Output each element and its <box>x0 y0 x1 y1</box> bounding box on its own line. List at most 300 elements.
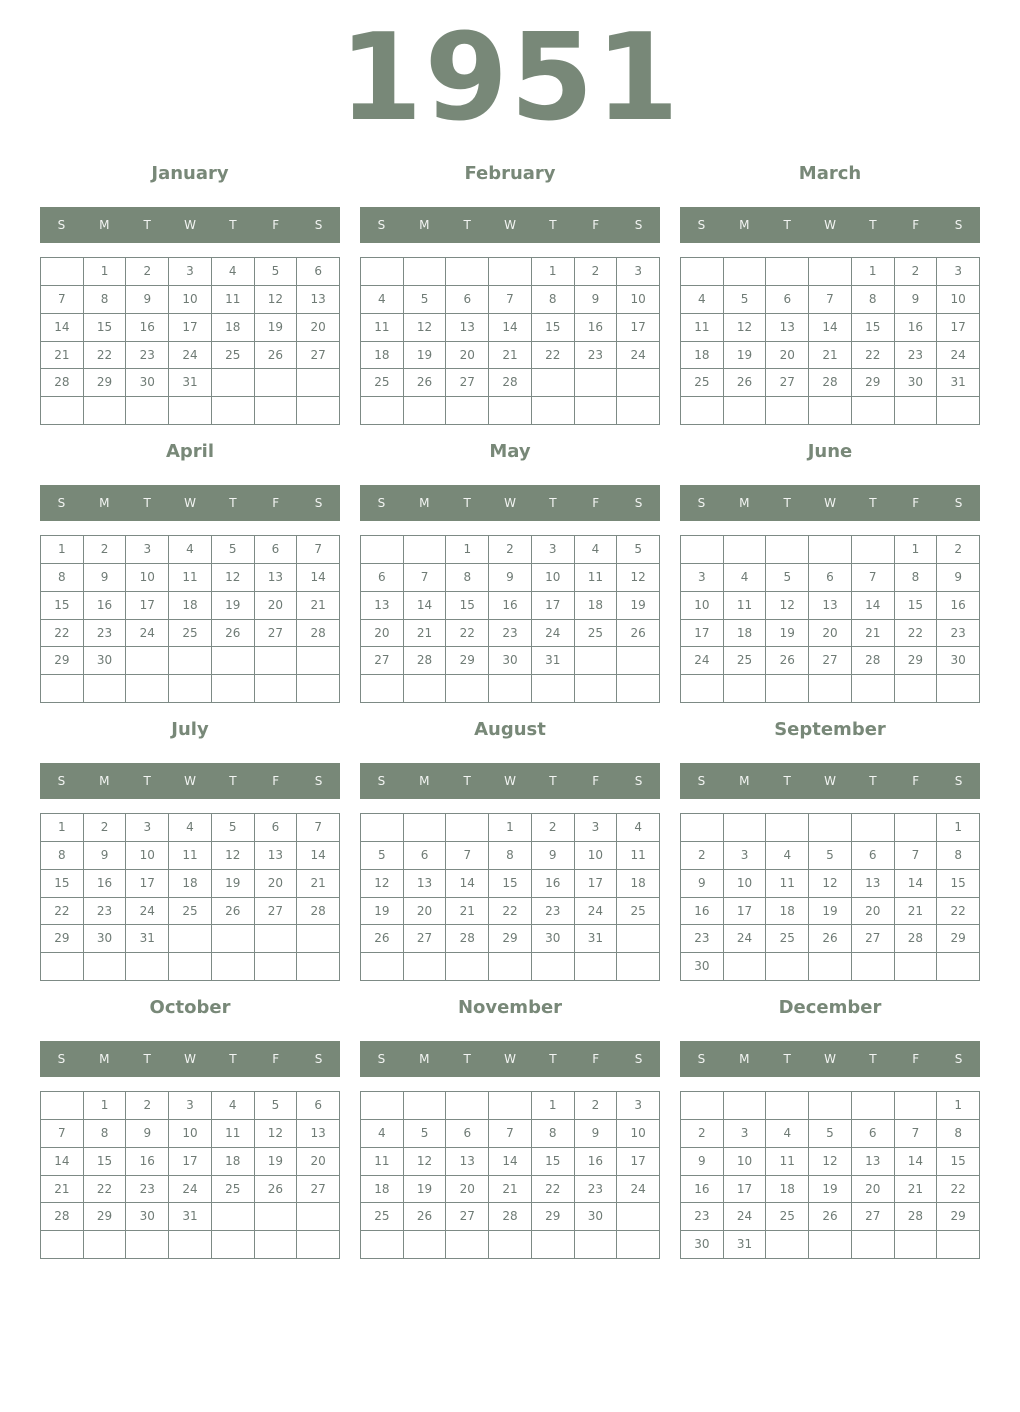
day-cell: 13 <box>852 1148 895 1176</box>
day-cell: 16 <box>937 592 980 620</box>
month-title: April <box>165 441 215 462</box>
day-cell: 28 <box>489 369 532 397</box>
day-cell: 19 <box>255 314 298 342</box>
day-cell: 24 <box>169 1176 212 1204</box>
day-cell: 14 <box>852 592 895 620</box>
day-cell: 6 <box>852 1120 895 1148</box>
weekday-label: S <box>57 218 66 232</box>
day-cell: 17 <box>169 1148 212 1176</box>
weekday-label: T <box>143 774 151 788</box>
day-cell: 20 <box>404 898 447 926</box>
day-cell: 4 <box>681 286 724 314</box>
empty-day-cell <box>766 814 809 842</box>
month-title: September <box>774 719 886 740</box>
day-cell: 27 <box>297 342 340 370</box>
month-august <box>360 716 660 986</box>
day-grid <box>40 813 340 981</box>
empty-day-cell <box>809 814 852 842</box>
day-cell: 14 <box>895 870 938 898</box>
day-cell: 30 <box>681 1231 724 1259</box>
empty-day-cell <box>255 1203 298 1231</box>
day-cell: 23 <box>489 620 532 648</box>
day-cell: 23 <box>681 1203 724 1231</box>
empty-day-cell <box>895 1092 938 1120</box>
weekday-label: F <box>272 218 280 232</box>
empty-day-cell <box>681 675 724 703</box>
day-cell: 13 <box>809 592 852 620</box>
day-cell: 19 <box>809 898 852 926</box>
weekday-label: T <box>143 1052 151 1066</box>
empty-day-cell <box>126 953 169 981</box>
day-cell: 29 <box>84 369 127 397</box>
day-cell: 26 <box>404 369 447 397</box>
weekday-label: T <box>869 774 877 788</box>
weekday-label: T <box>783 218 791 232</box>
empty-day-cell <box>169 397 212 425</box>
day-cell: 12 <box>255 286 298 314</box>
day-cell: 11 <box>766 1148 809 1176</box>
day-cell: 18 <box>361 1176 404 1204</box>
empty-day-cell <box>297 953 340 981</box>
weekday-label: M <box>739 218 750 232</box>
empty-day-cell <box>212 397 255 425</box>
empty-day-cell <box>446 1231 489 1259</box>
day-cell: 3 <box>937 258 980 286</box>
month-title: March <box>798 163 862 184</box>
day-cell: 22 <box>446 620 489 648</box>
day-cell: 8 <box>937 1120 980 1148</box>
day-cell: 14 <box>297 842 340 870</box>
day-cell: 4 <box>212 258 255 286</box>
day-cell: 1 <box>532 1092 575 1120</box>
day-cell: 16 <box>84 592 127 620</box>
day-cell: 5 <box>617 536 660 564</box>
day-cell: 5 <box>809 842 852 870</box>
empty-day-cell <box>681 258 724 286</box>
day-cell: 8 <box>84 1120 127 1148</box>
day-grid <box>40 1091 340 1259</box>
empty-day-cell <box>895 675 938 703</box>
day-cell: 30 <box>895 369 938 397</box>
empty-day-cell <box>446 675 489 703</box>
day-cell: 29 <box>937 925 980 953</box>
day-cell: 23 <box>895 342 938 370</box>
day-cell: 4 <box>212 1092 255 1120</box>
weekday-label: W <box>504 774 516 788</box>
empty-day-cell <box>617 397 660 425</box>
month-november <box>360 994 660 1264</box>
day-cell: 18 <box>681 342 724 370</box>
day-cell: 25 <box>212 1176 255 1204</box>
day-cell: 9 <box>895 286 938 314</box>
day-cell: 3 <box>724 842 767 870</box>
day-cell: 9 <box>489 564 532 592</box>
weekday-label: M <box>739 496 750 510</box>
day-cell: 24 <box>126 620 169 648</box>
day-cell: 25 <box>724 647 767 675</box>
day-cell: 14 <box>895 1148 938 1176</box>
empty-day-cell <box>446 397 489 425</box>
day-cell: 18 <box>361 342 404 370</box>
day-cell: 5 <box>361 842 404 870</box>
weekday-label: T <box>229 1052 237 1066</box>
day-cell: 23 <box>575 1176 618 1204</box>
day-cell: 1 <box>489 814 532 842</box>
day-grid <box>360 813 660 981</box>
day-cell: 17 <box>126 592 169 620</box>
day-cell: 13 <box>297 286 340 314</box>
day-cell: 18 <box>766 1176 809 1204</box>
day-cell: 28 <box>41 369 84 397</box>
day-cell: 20 <box>766 342 809 370</box>
day-cell: 18 <box>575 592 618 620</box>
day-cell: 22 <box>937 898 980 926</box>
day-cell: 1 <box>41 814 84 842</box>
day-cell: 26 <box>255 1176 298 1204</box>
day-cell: 22 <box>937 1176 980 1204</box>
day-cell: 13 <box>255 564 298 592</box>
day-cell: 22 <box>41 898 84 926</box>
empty-day-cell <box>724 1092 767 1120</box>
weekday-label: T <box>549 1052 557 1066</box>
empty-day-cell <box>895 1231 938 1259</box>
weekday-label: F <box>592 218 600 232</box>
day-cell: 31 <box>724 1231 767 1259</box>
day-cell: 24 <box>532 620 575 648</box>
day-cell: 9 <box>84 842 127 870</box>
weekday-header <box>680 1041 980 1077</box>
weekday-label: T <box>463 218 471 232</box>
day-cell: 11 <box>169 842 212 870</box>
day-cell: 16 <box>532 870 575 898</box>
day-cell: 16 <box>489 592 532 620</box>
empty-day-cell <box>297 647 340 675</box>
day-cell: 10 <box>617 1120 660 1148</box>
empty-day-cell <box>809 397 852 425</box>
day-cell: 26 <box>361 925 404 953</box>
day-cell: 2 <box>575 1092 618 1120</box>
empty-day-cell <box>169 953 212 981</box>
day-cell: 13 <box>404 870 447 898</box>
day-cell: 3 <box>126 814 169 842</box>
day-cell: 21 <box>852 620 895 648</box>
day-cell: 22 <box>489 898 532 926</box>
empty-day-cell <box>617 369 660 397</box>
day-cell: 27 <box>852 925 895 953</box>
weekday-label: S <box>954 496 963 510</box>
day-cell: 25 <box>681 369 724 397</box>
empty-day-cell <box>297 1231 340 1259</box>
weekday-label: M <box>99 1052 110 1066</box>
weekday-label: F <box>272 1052 280 1066</box>
day-cell: 28 <box>446 925 489 953</box>
day-cell: 9 <box>84 564 127 592</box>
day-cell: 6 <box>297 1092 340 1120</box>
day-cell: 24 <box>617 342 660 370</box>
day-grid <box>680 535 980 703</box>
weekday-label: W <box>184 218 196 232</box>
day-cell: 27 <box>255 898 298 926</box>
day-cell: 30 <box>532 925 575 953</box>
empty-day-cell <box>169 1231 212 1259</box>
day-cell: 30 <box>489 647 532 675</box>
empty-day-cell <box>404 1092 447 1120</box>
day-cell: 16 <box>681 1176 724 1204</box>
day-cell: 27 <box>361 647 404 675</box>
day-cell: 25 <box>361 1203 404 1231</box>
empty-day-cell <box>255 647 298 675</box>
day-cell: 18 <box>766 898 809 926</box>
weekday-label: S <box>377 1052 386 1066</box>
month-title: July <box>171 719 209 740</box>
day-cell: 20 <box>852 898 895 926</box>
day-cell: 6 <box>255 814 298 842</box>
day-cell: 6 <box>255 536 298 564</box>
day-cell: 26 <box>404 1203 447 1231</box>
day-cell: 26 <box>212 620 255 648</box>
day-cell: 31 <box>169 1203 212 1231</box>
empty-day-cell <box>212 925 255 953</box>
weekday-header <box>40 763 340 799</box>
empty-day-cell <box>361 675 404 703</box>
weekday-label: W <box>504 1052 516 1066</box>
empty-day-cell <box>937 675 980 703</box>
day-cell: 29 <box>937 1203 980 1231</box>
empty-day-cell <box>895 397 938 425</box>
day-cell: 26 <box>809 1203 852 1231</box>
empty-day-cell <box>84 1231 127 1259</box>
day-cell: 7 <box>809 286 852 314</box>
weekday-header <box>360 207 660 243</box>
weekday-label: W <box>824 496 836 510</box>
empty-day-cell <box>361 397 404 425</box>
day-cell: 11 <box>361 1148 404 1176</box>
day-cell: 26 <box>617 620 660 648</box>
weekday-label: T <box>229 496 237 510</box>
weekday-label: F <box>912 496 920 510</box>
day-cell: 13 <box>446 314 489 342</box>
day-cell: 10 <box>681 592 724 620</box>
day-cell: 7 <box>489 1120 532 1148</box>
weekday-label: T <box>783 1052 791 1066</box>
weekday-label: W <box>184 1052 196 1066</box>
day-cell: 5 <box>809 1120 852 1148</box>
day-cell: 21 <box>895 1176 938 1204</box>
weekday-header <box>360 1041 660 1077</box>
empty-day-cell <box>852 953 895 981</box>
weekday-header <box>680 207 980 243</box>
empty-day-cell <box>84 675 127 703</box>
day-cell: 5 <box>766 564 809 592</box>
weekday-label: S <box>314 1052 323 1066</box>
day-cell: 21 <box>297 870 340 898</box>
empty-day-cell <box>681 536 724 564</box>
weekday-header <box>680 485 980 521</box>
day-cell: 12 <box>212 564 255 592</box>
day-cell: 17 <box>532 592 575 620</box>
weekday-label: S <box>57 774 66 788</box>
day-cell: 11 <box>212 286 255 314</box>
day-cell: 15 <box>532 1148 575 1176</box>
day-cell: 6 <box>404 842 447 870</box>
day-cell: 10 <box>937 286 980 314</box>
day-cell: 20 <box>297 1148 340 1176</box>
empty-day-cell <box>489 675 532 703</box>
day-cell: 16 <box>575 1148 618 1176</box>
empty-day-cell <box>126 397 169 425</box>
weekday-header <box>680 763 980 799</box>
weekday-label: S <box>634 496 643 510</box>
day-grid <box>40 257 340 425</box>
day-cell: 2 <box>489 536 532 564</box>
day-cell: 20 <box>361 620 404 648</box>
day-cell: 11 <box>575 564 618 592</box>
day-cell: 20 <box>446 342 489 370</box>
weekday-label: M <box>419 218 430 232</box>
month-title: May <box>489 441 531 462</box>
day-cell: 23 <box>532 898 575 926</box>
weekday-label: S <box>697 218 706 232</box>
day-cell: 25 <box>617 898 660 926</box>
day-cell: 11 <box>169 564 212 592</box>
day-cell: 1 <box>937 814 980 842</box>
day-cell: 20 <box>255 870 298 898</box>
day-cell: 9 <box>126 286 169 314</box>
day-cell: 10 <box>169 286 212 314</box>
empty-day-cell <box>404 675 447 703</box>
day-cell: 5 <box>255 1092 298 1120</box>
day-cell: 23 <box>126 1176 169 1204</box>
day-cell: 23 <box>84 620 127 648</box>
empty-day-cell <box>361 1231 404 1259</box>
day-cell: 23 <box>575 342 618 370</box>
day-cell: 2 <box>575 258 618 286</box>
day-cell: 17 <box>937 314 980 342</box>
day-cell: 21 <box>41 342 84 370</box>
day-cell: 19 <box>809 1176 852 1204</box>
day-cell: 12 <box>617 564 660 592</box>
weekday-label: S <box>314 496 323 510</box>
day-cell: 4 <box>169 814 212 842</box>
day-cell: 13 <box>297 1120 340 1148</box>
day-cell: 29 <box>489 925 532 953</box>
day-cell: 9 <box>681 1148 724 1176</box>
day-cell: 29 <box>852 369 895 397</box>
day-cell: 5 <box>212 814 255 842</box>
day-cell: 16 <box>84 870 127 898</box>
empty-day-cell <box>489 953 532 981</box>
empty-day-cell <box>255 925 298 953</box>
day-cell: 25 <box>766 1203 809 1231</box>
weekday-label: M <box>419 1052 430 1066</box>
day-cell: 11 <box>766 870 809 898</box>
day-cell: 8 <box>84 286 127 314</box>
weekday-label: M <box>419 496 430 510</box>
month-february <box>360 160 660 430</box>
day-cell: 3 <box>532 536 575 564</box>
day-cell: 25 <box>766 925 809 953</box>
day-cell: 15 <box>41 592 84 620</box>
day-cell: 15 <box>852 314 895 342</box>
day-cell: 21 <box>404 620 447 648</box>
day-cell: 6 <box>766 286 809 314</box>
day-cell: 27 <box>766 369 809 397</box>
day-cell: 9 <box>937 564 980 592</box>
day-cell: 1 <box>937 1092 980 1120</box>
day-grid <box>40 535 340 703</box>
day-cell: 27 <box>255 620 298 648</box>
day-cell: 24 <box>575 898 618 926</box>
day-cell: 14 <box>446 870 489 898</box>
day-cell: 7 <box>895 1120 938 1148</box>
day-cell: 10 <box>169 1120 212 1148</box>
day-cell: 5 <box>212 536 255 564</box>
day-cell: 14 <box>41 314 84 342</box>
day-cell: 27 <box>446 369 489 397</box>
day-cell: 15 <box>895 592 938 620</box>
year-title: 1951 <box>339 9 681 148</box>
day-cell: 29 <box>41 925 84 953</box>
day-cell: 4 <box>724 564 767 592</box>
day-cell: 16 <box>126 314 169 342</box>
empty-day-cell <box>852 814 895 842</box>
day-cell: 1 <box>852 258 895 286</box>
empty-day-cell <box>532 397 575 425</box>
empty-day-cell <box>84 953 127 981</box>
day-cell: 18 <box>724 620 767 648</box>
empty-day-cell <box>681 814 724 842</box>
empty-day-cell <box>532 953 575 981</box>
weekday-label: S <box>697 1052 706 1066</box>
day-cell: 24 <box>617 1176 660 1204</box>
empty-day-cell <box>126 675 169 703</box>
empty-day-cell <box>126 1231 169 1259</box>
month-july <box>40 716 340 986</box>
day-cell: 3 <box>681 564 724 592</box>
weekday-label: W <box>504 496 516 510</box>
empty-day-cell <box>446 814 489 842</box>
empty-day-cell <box>617 647 660 675</box>
month-title: October <box>149 997 231 1018</box>
weekday-label: T <box>869 496 877 510</box>
day-cell: 16 <box>895 314 938 342</box>
weekday-label: T <box>869 1052 877 1066</box>
day-cell: 14 <box>297 564 340 592</box>
empty-day-cell <box>766 397 809 425</box>
day-cell: 6 <box>297 258 340 286</box>
day-cell: 4 <box>361 1120 404 1148</box>
empty-day-cell <box>724 536 767 564</box>
weekday-label: S <box>697 774 706 788</box>
day-cell: 28 <box>41 1203 84 1231</box>
weekday-header <box>40 1041 340 1077</box>
day-cell: 9 <box>575 286 618 314</box>
day-cell: 1 <box>895 536 938 564</box>
weekday-header <box>360 485 660 521</box>
day-cell: 16 <box>681 898 724 926</box>
weekday-label: W <box>824 1052 836 1066</box>
day-cell: 20 <box>255 592 298 620</box>
day-cell: 16 <box>575 314 618 342</box>
day-cell: 19 <box>212 870 255 898</box>
day-cell: 21 <box>809 342 852 370</box>
day-cell: 10 <box>532 564 575 592</box>
day-cell: 31 <box>532 647 575 675</box>
weekday-header <box>40 207 340 243</box>
day-cell: 22 <box>532 342 575 370</box>
day-cell: 30 <box>575 1203 618 1231</box>
day-cell: 27 <box>404 925 447 953</box>
